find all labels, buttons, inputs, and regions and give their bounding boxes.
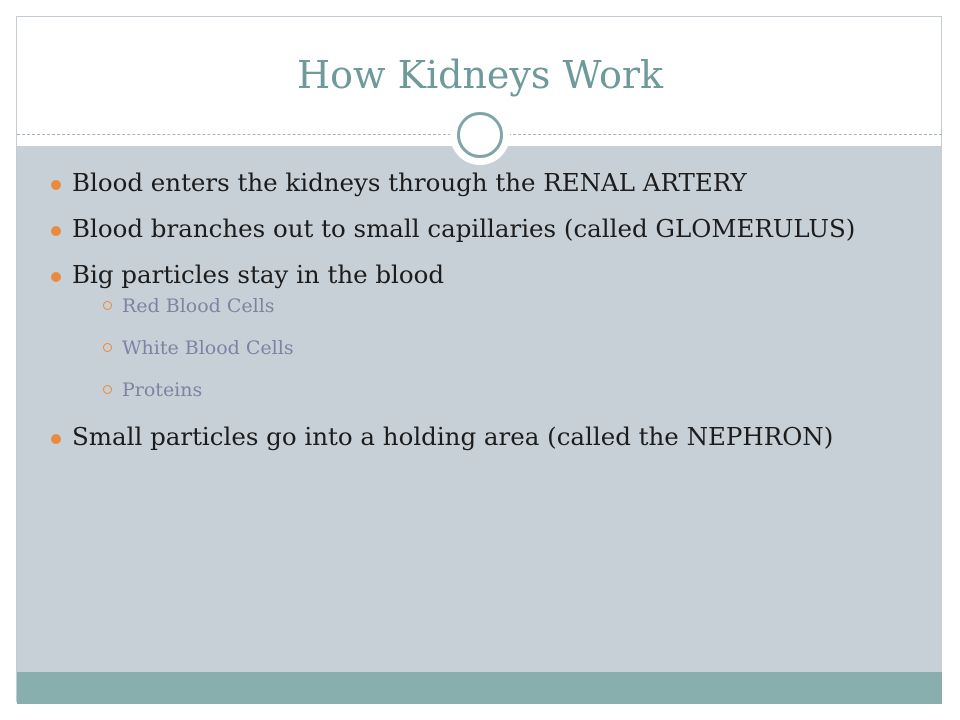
sub-bullet-text: Red Blood Cells: [122, 295, 275, 317]
bullet-text: Blood enters the kidneys through the RENAL ARTERY: [72, 168, 747, 197]
bullet-text: Blood branches out to small capillaries (called GLOMERULUS): [72, 214, 856, 243]
sub-bullet-item: [72, 378, 910, 402]
sub-bullet-text: White Blood Cells: [122, 337, 294, 359]
hollow-bullet-icon: [103, 343, 112, 352]
bullet-text: Big particles stay in the blood: [72, 260, 445, 289]
hollow-bullet-icon: [103, 301, 112, 310]
bullet-dot-icon: [51, 272, 61, 282]
hollow-bullet-icon: [103, 385, 112, 394]
bullet-dot-icon: [51, 434, 61, 444]
bullet-item: [50, 258, 910, 402]
bullet-dot-icon: [51, 226, 61, 236]
sub-bullet-item: [72, 336, 910, 360]
bullet-list: [50, 166, 910, 466]
sub-bullet-item: [72, 294, 910, 318]
bullet-item: [50, 420, 910, 454]
bullet-text: Small particles go into a holding area (called the NEPHRON): [72, 422, 834, 451]
footer-bar: [17, 672, 942, 704]
sub-bullet-text: Proteins: [122, 379, 203, 401]
bullet-item: [50, 166, 910, 200]
sub-bullet-list: [72, 294, 910, 402]
bullet-dot-icon: [51, 180, 61, 190]
divider-ring-icon: [457, 112, 503, 158]
bullet-item: [50, 212, 910, 246]
slide-title: How Kidneys Work: [296, 53, 664, 97]
